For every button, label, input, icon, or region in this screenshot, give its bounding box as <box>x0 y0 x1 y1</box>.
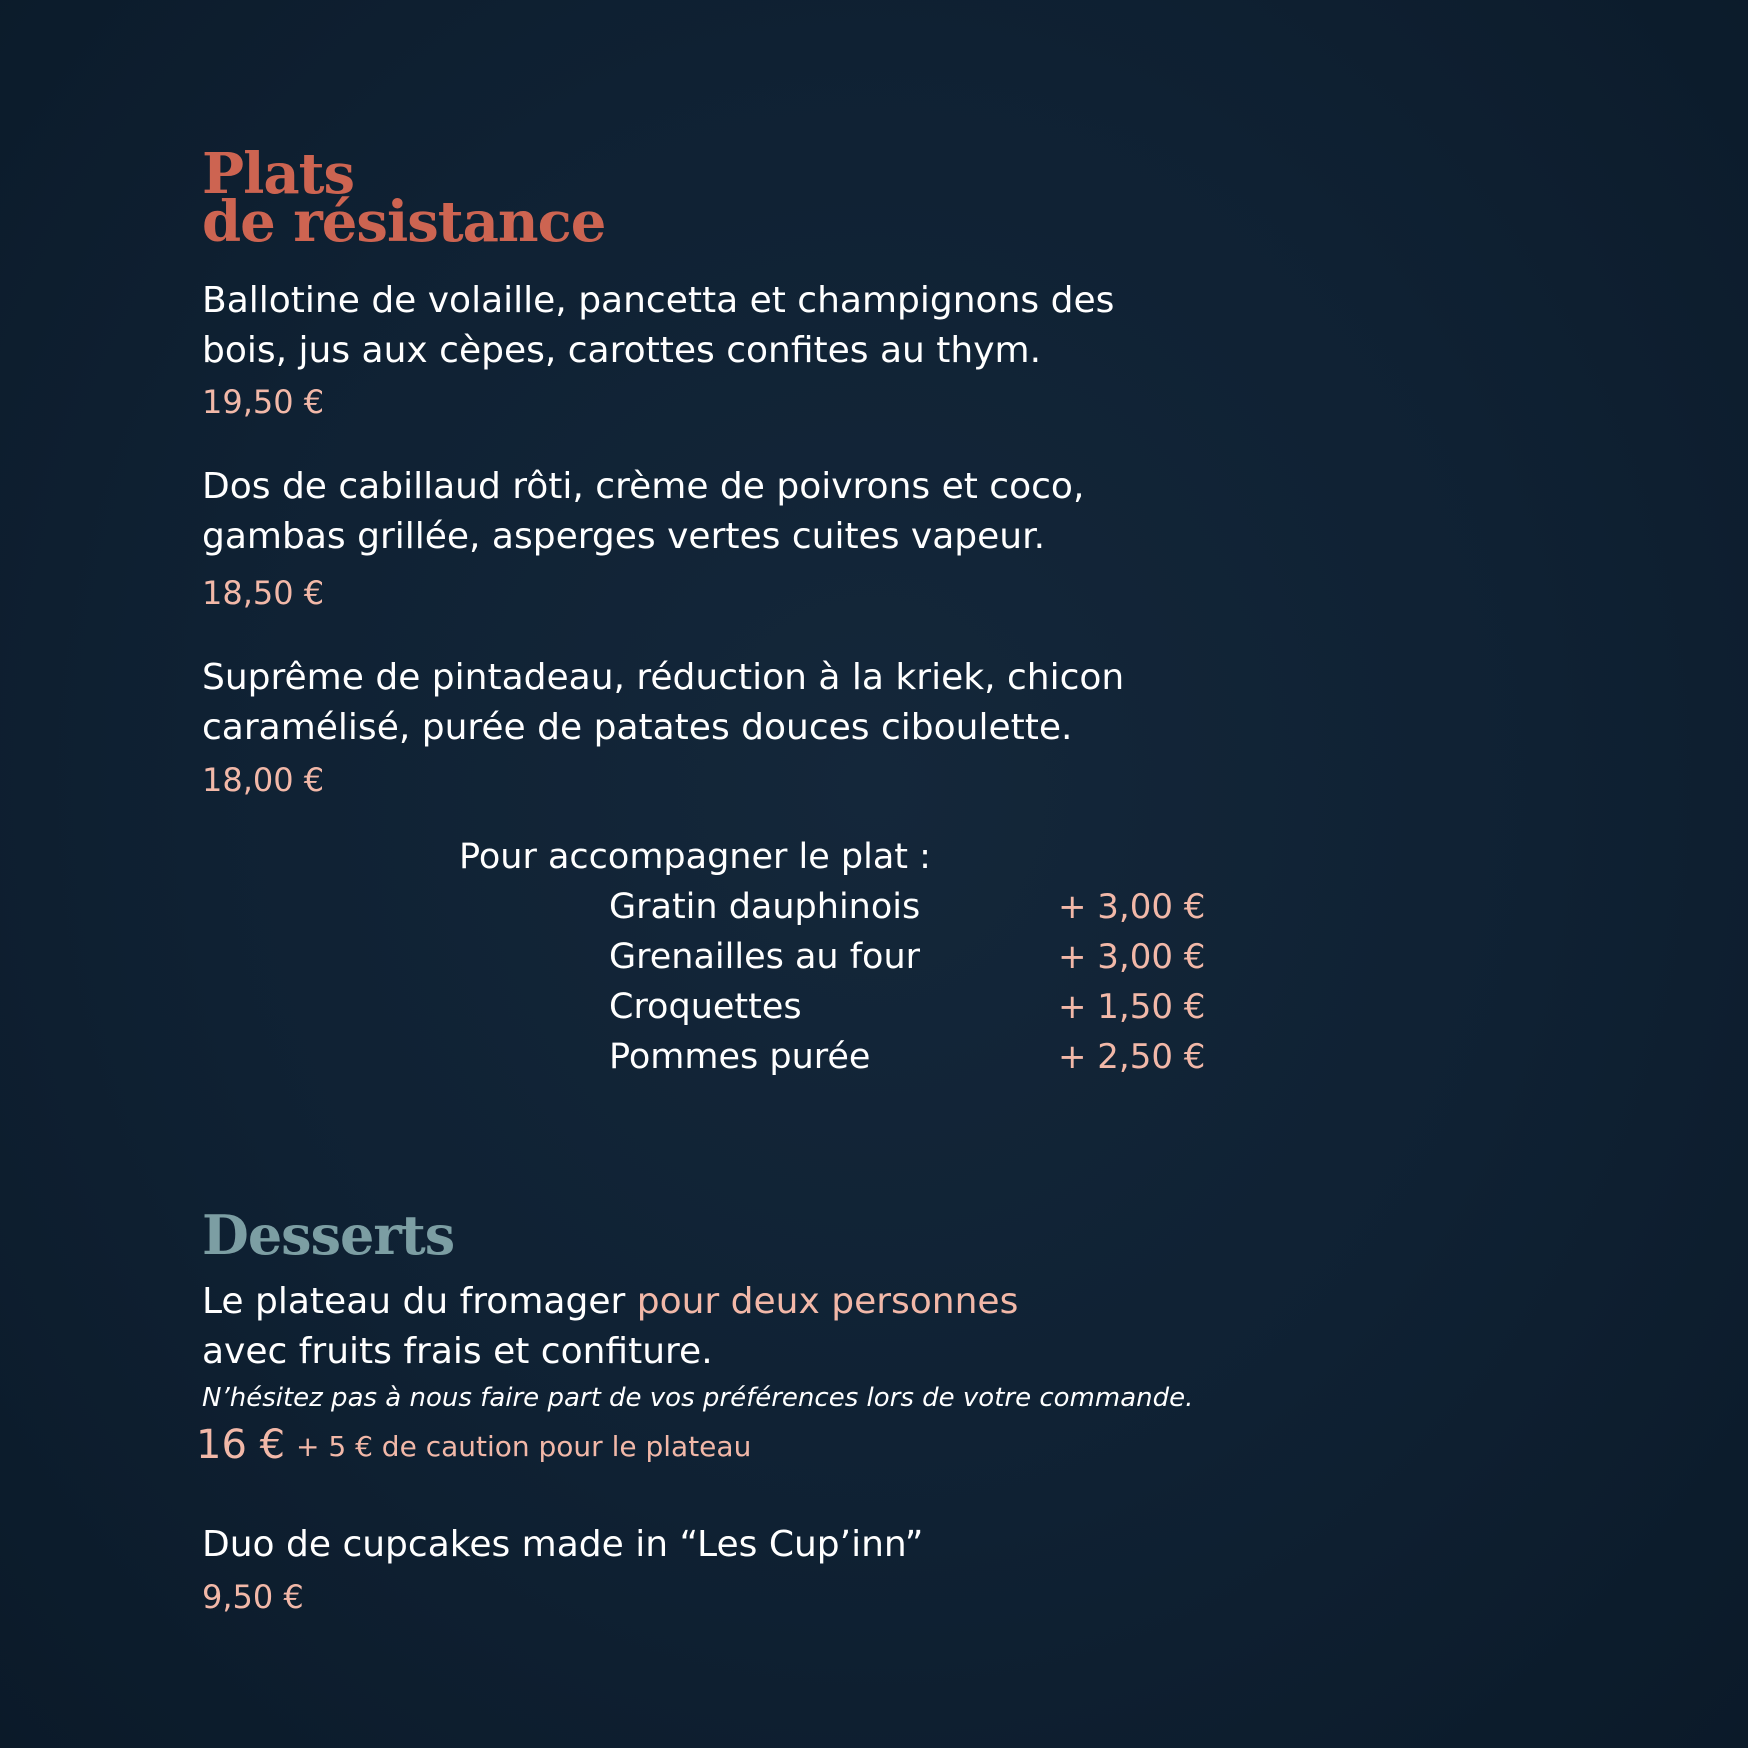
sides-title: Pour accompagner le plat : <box>459 837 931 877</box>
mains-heading <box>202 141 606 255</box>
dish-price: 18,00 € <box>202 761 325 799</box>
side-item-price: + 3,00 € <box>1058 887 1206 927</box>
cupcakes-name: Duo de cupcakes made in “Les Cup’inn” <box>202 1524 924 1565</box>
side-item-price: + 1,50 € <box>1058 987 1206 1027</box>
dish-description: Dos de cabillaud rôti, crème de poivrons et coco, gambas grillée, asperges vertes cuites vapeur. <box>202 466 1085 557</box>
dish-description: Ballotine de volaille, pancetta et champignons des bois, jus aux cèpes, carottes confites au thym. <box>202 280 1115 371</box>
cheese-deposit: + 5 € de caution pour le plateau <box>296 1430 752 1463</box>
side-item-price: + 2,50 € <box>1058 1037 1206 1077</box>
cupcakes-price: 9,50 € <box>202 1578 304 1616</box>
side-item <box>0 932 1748 982</box>
cheese-price: 16 € <box>196 1422 286 1468</box>
cheese-preference-note: N’hésitez pas à nous faire part de vos préférences lors de votre commande. <box>202 1383 1194 1413</box>
desserts-heading: Desserts <box>202 1203 455 1267</box>
cheese-serving-note: pour deux personnes <box>636 1281 1019 1322</box>
side-item <box>0 882 1748 932</box>
side-item-name: Croquettes <box>609 987 802 1027</box>
mains-heading-line2: de résistance <box>202 189 606 255</box>
side-item <box>0 1032 1748 1082</box>
side-item-price: + 3,00 € <box>1058 937 1206 977</box>
side-item-name: Gratin dauphinois <box>609 887 921 927</box>
side-item-name: Pommes purée <box>609 1037 871 1077</box>
side-item <box>0 982 1748 1032</box>
side-item-name: Grenailles au four <box>609 937 921 977</box>
cheese-description: Le plateau du fromager pour deux personnes avec fruits frais et confiture. <box>202 1281 1019 1372</box>
dish-price: 18,50 € <box>202 574 325 612</box>
dish-description: Suprême de pintadeau, réduction à la kriek, chicon caramélisé, purée de patates douces ciboulette. <box>202 657 1125 748</box>
dish-price: 19,50 € <box>202 383 325 421</box>
mains-heading-line1: Plats <box>202 141 355 207</box>
